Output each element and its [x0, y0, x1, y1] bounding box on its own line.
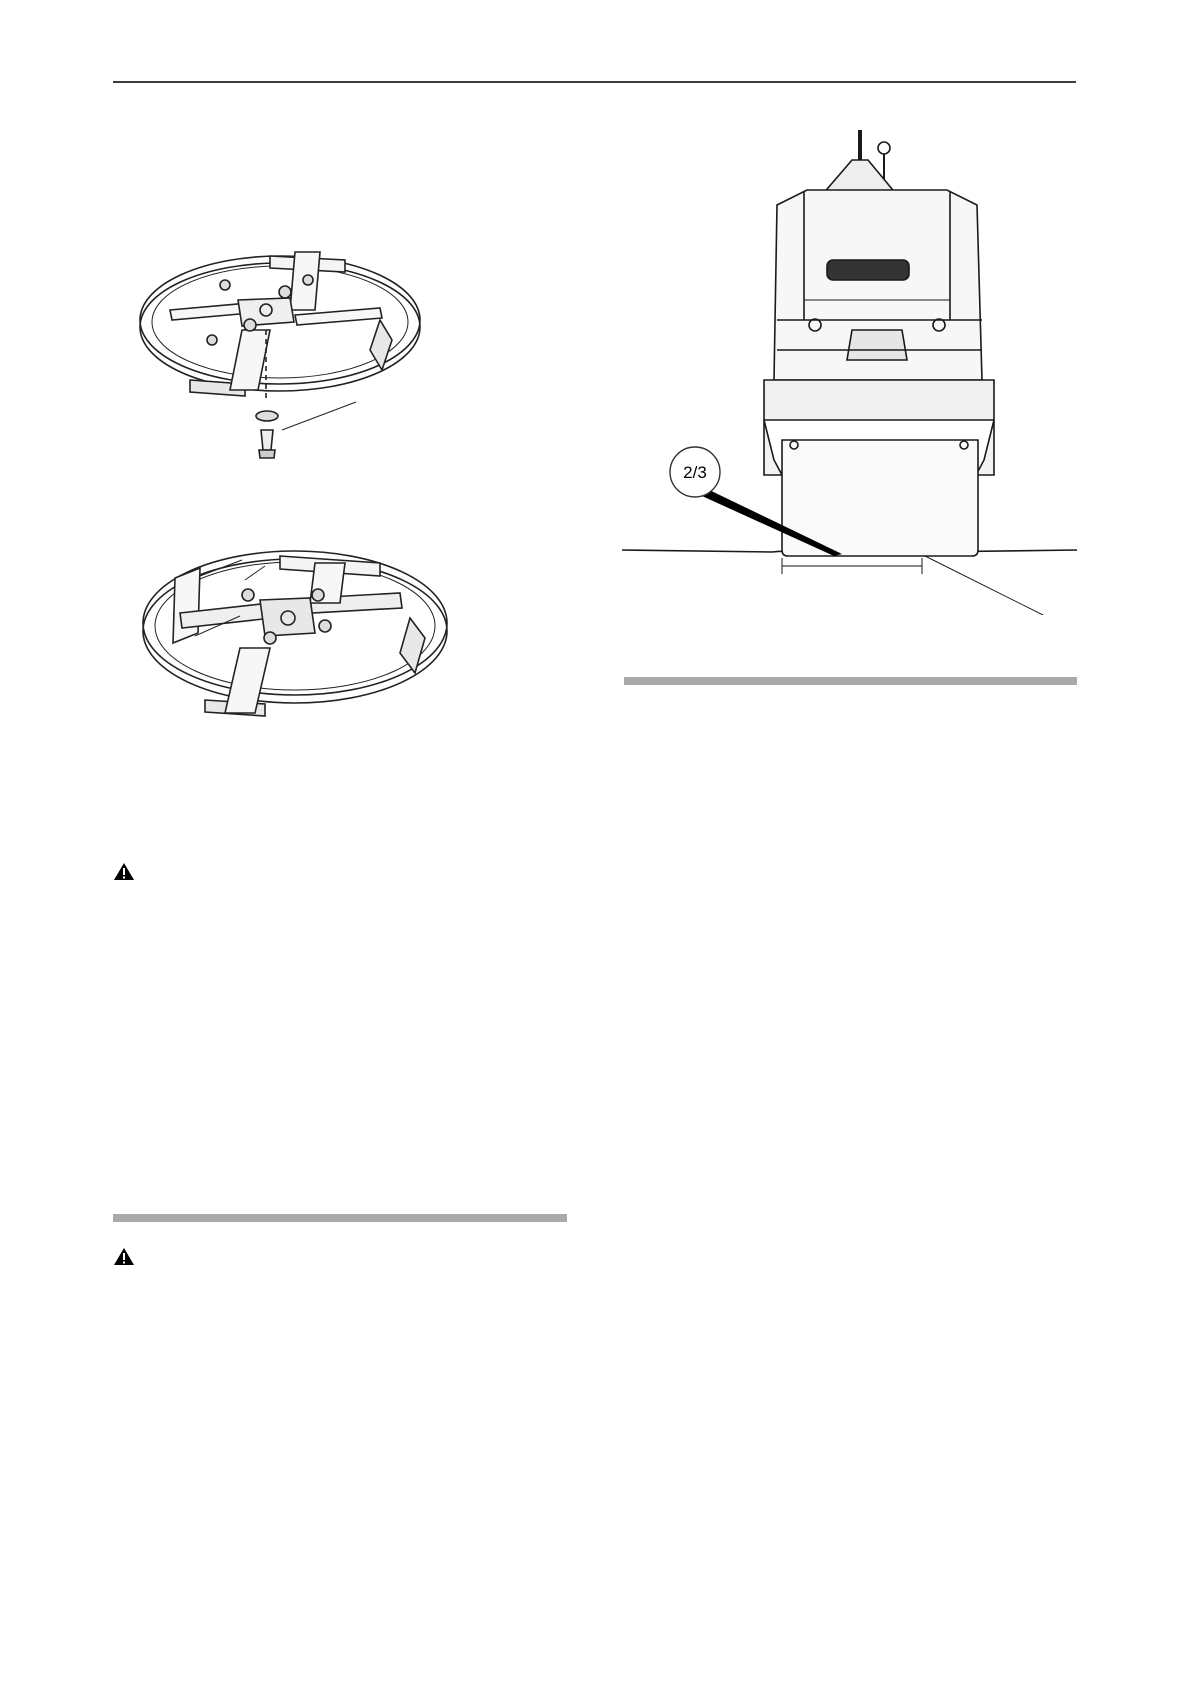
section-divider-right [624, 677, 1077, 685]
disc-assembled-illustration [130, 538, 470, 738]
section-divider-left [113, 1214, 567, 1222]
warning-triangle-icon [113, 862, 135, 881]
ratio-callout-label: 2/3 [683, 463, 707, 482]
warning-triangle-icon [113, 1247, 135, 1266]
header-rule [113, 81, 1076, 83]
machine-ground-illustration [622, 120, 1077, 615]
disc-exploded-illustration [130, 230, 430, 470]
